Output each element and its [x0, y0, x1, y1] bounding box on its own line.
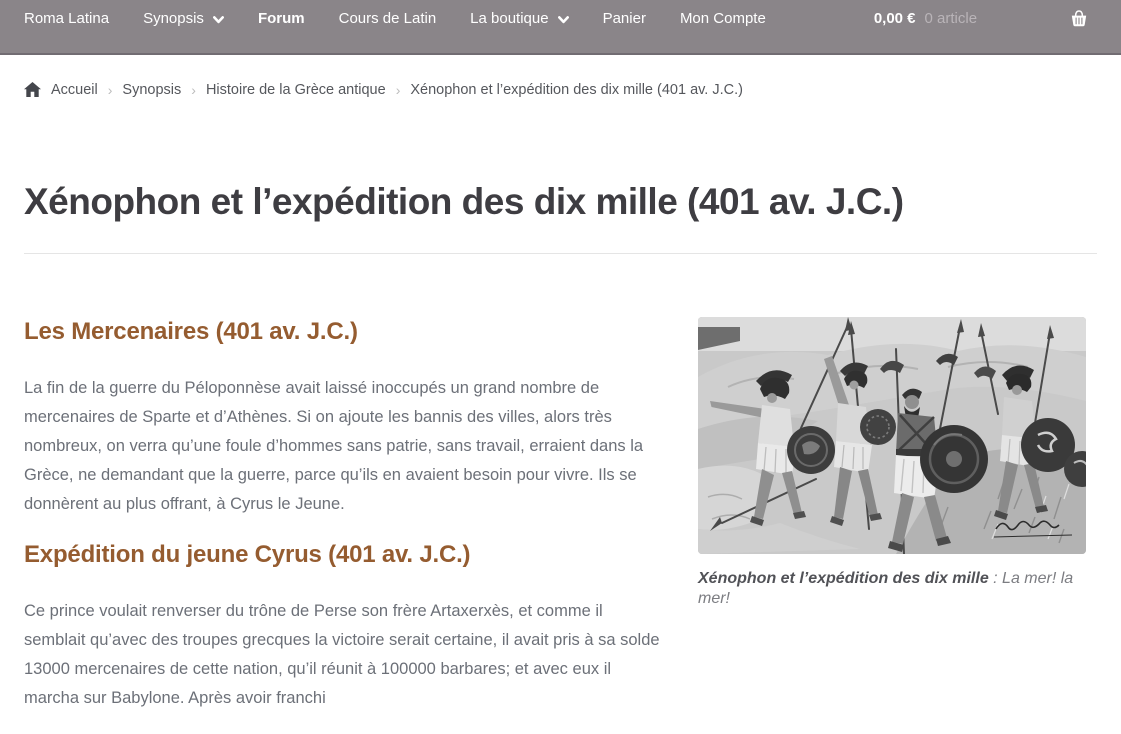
breadcrumb-link-accueil[interactable]: Accueil — [51, 82, 98, 98]
figure-caption — [698, 569, 1086, 609]
figure-caption-quote: : La mer! la mer! — [698, 570, 1074, 607]
article-text-column — [24, 317, 664, 734]
warriors-illustration-svg — [698, 317, 1086, 554]
nav-item-panier[interactable] — [603, 11, 646, 27]
paragraph-mercenaires: La fin de la guerre du Péloponnèse avait laissé inoccupés un grand nombre de mercenaires de Sparte et d’Athènes. Si on ajoute les bannis des villes, alors très nombreux, on verra qu’une foule d’hommes sans patrie, sans travail, erraient dans la Grèce, ne demandant que la guerre, parce qu’ils en avaient besoin pour vivre. Ils se donnèrent au plus offrant, à Cyrus le Jeune. — [24, 379, 644, 513]
breadcrumb-link-synopsis[interactable]: Synopsis — [122, 82, 182, 98]
nav-item-forum[interactable] — [258, 11, 305, 27]
paragraph-expedition: Ce prince voulait renverser du trône de Perse son frère Artaxerxès, et comme il semblait qu’avec des troupes grecques la victoire serait certaine, il avait pris à sa solde 13000 mercenaires de cette nation, qu’il réunit à 100000 barbares; et avec eux il marcha sur Babylone. Après avoir franchi — [24, 602, 660, 707]
chevron-down-icon — [213, 16, 224, 24]
page-title: Xénophon et l’expédition des dix mille (401 av. J.C.) — [24, 181, 904, 222]
breadcrumb-current: Xénophon et l’expédition des dix mille (401 av. J.C.) — [410, 82, 743, 98]
breadcrumb-separator: › — [107, 82, 113, 98]
nav-item-label: Panier — [602, 9, 646, 27]
nav-item-cours-de-latin[interactable] — [339, 11, 437, 27]
nav-item-label: Cours de Latin — [338, 9, 437, 27]
basket-icon[interactable] — [1070, 10, 1088, 27]
nav-item-roma-latina[interactable] — [24, 11, 109, 27]
top-navigation — [0, 0, 1121, 55]
nav-item-label: Synopsis — [143, 9, 204, 27]
cart-summary[interactable] — [874, 10, 977, 27]
section-heading-mercenaires: Les Mercenaires (401 av. J.C.) — [24, 318, 358, 345]
figure-caption-title: Xénophon et l’expédition des dix mille — [698, 570, 989, 587]
article-figure — [698, 317, 1086, 734]
nav-item-label: Mon Compte — [679, 9, 766, 27]
breadcrumb-separator: › — [395, 82, 401, 98]
title-divider — [24, 253, 1097, 254]
nav-item-synopsis[interactable] — [143, 11, 224, 27]
nav-item-mon-compte[interactable] — [680, 11, 766, 27]
chevron-down-icon — [558, 16, 569, 24]
breadcrumb-link-histoire-grece[interactable]: Histoire de la Grèce antique — [205, 82, 386, 98]
warriors-illustration — [698, 317, 1086, 554]
content-container — [24, 55, 1097, 734]
nav-item-label: Roma Latina — [24, 9, 110, 27]
breadcrumb — [24, 55, 1097, 98]
nav-row — [0, 0, 1121, 27]
nav-item-label: Forum — [257, 9, 305, 27]
breadcrumb-separator: › — [191, 82, 196, 98]
section-heading-expedition: Expédition du jeune Cyrus (401 av. J.C.) — [24, 541, 471, 568]
nav-item-la-boutique[interactable] — [470, 11, 568, 27]
cart-total: 0,00 € — [873, 10, 916, 27]
cart-count: 0 article — [924, 10, 978, 27]
article-body — [24, 317, 1097, 734]
nav-item-label: La boutique — [470, 9, 549, 27]
home-icon[interactable] — [24, 82, 41, 97]
